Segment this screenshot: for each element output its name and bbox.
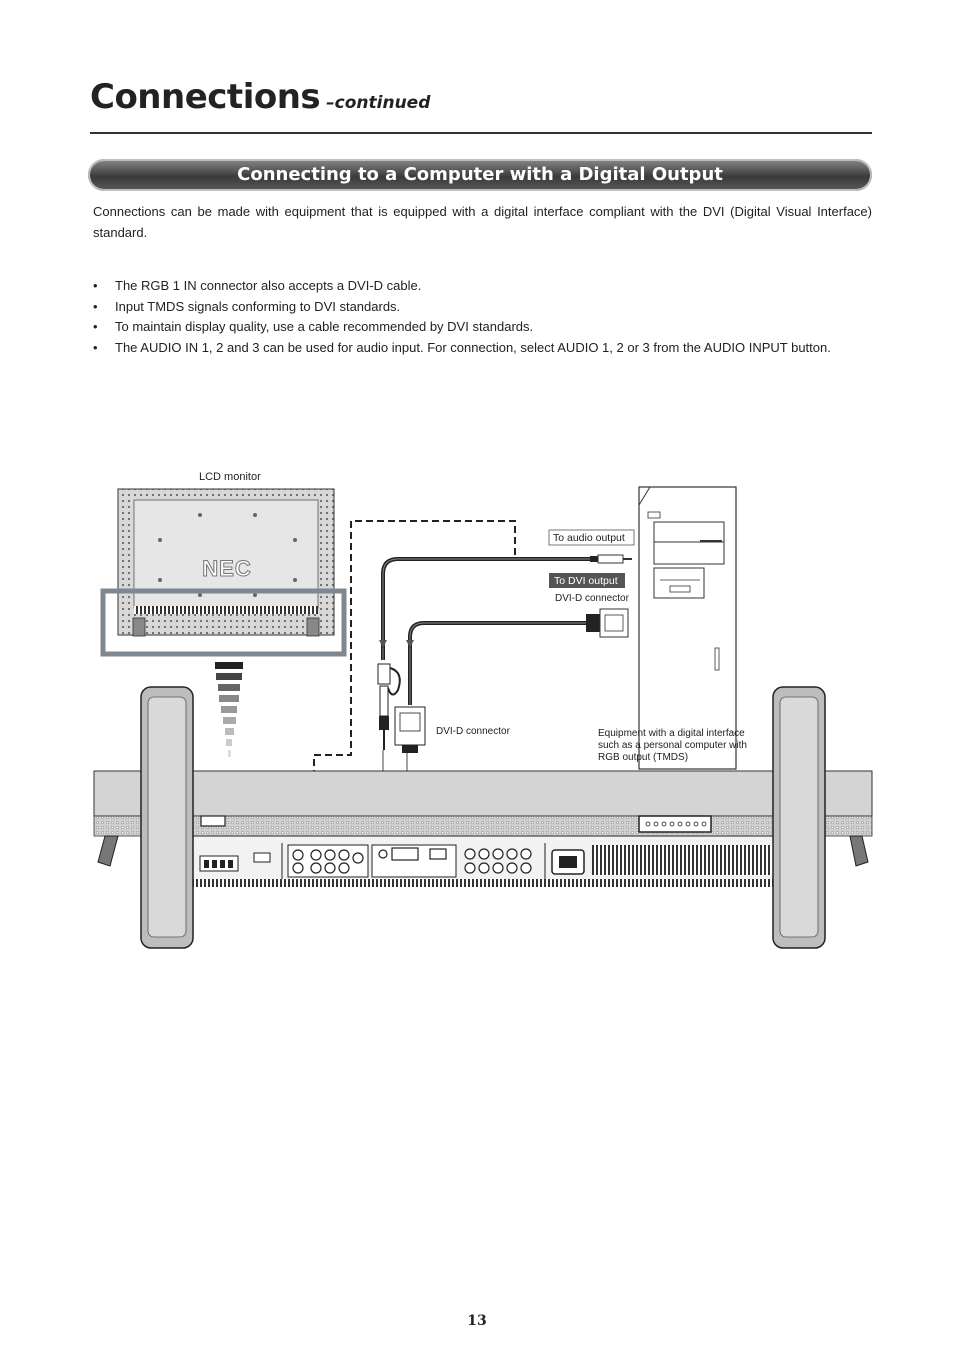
dvi-d-connector-pc-label: DVI-D connector (555, 593, 629, 604)
dvi-plug (395, 707, 425, 753)
intro-paragraph: Connections can be made with equipment that is equipped with a digital interface compliant with the DVI (Digital Visual Interface) standard. (93, 204, 872, 240)
equipment-label-line2: such as a personal computer with (598, 740, 747, 751)
title-rule (90, 132, 872, 134)
equipment-label-line1: Equipment with a digital interface (598, 728, 745, 739)
bullet-item: • The AUDIO IN 1, 2 and 3 can be used for audio input. For connection, select AUDIO 1, 2 or 3 from the AUDIO INPUT button. (93, 338, 883, 359)
nec-logo: NEC (202, 556, 252, 581)
equipment-label-line3: RGB output (TMDS) (598, 752, 689, 763)
pc-tower (586, 487, 736, 769)
bullet-list (93, 276, 883, 359)
title-suffix: –continued (326, 93, 431, 113)
bullet-item: • Input TMDS signals conforming to DVI standards. (93, 297, 883, 318)
page-title (90, 77, 431, 117)
bullet-item: • The RGB 1 IN connector also accepts a DVI-D cable. (93, 276, 883, 297)
zoom-indicator (215, 662, 243, 757)
lcd-monitor-thumbnail (103, 471, 344, 654)
connection-diagram (0, 440, 954, 960)
section-heading: Connecting to a Computer with a Digital Output (237, 164, 723, 185)
page-number: 13 (467, 1313, 487, 1329)
to-dvi-output-label: To DVI output (554, 575, 618, 587)
arrow-down-icon (379, 640, 387, 648)
to-audio-output-label: To audio output (553, 532, 625, 544)
dvi-d-connector-monitor-label: DVI-D connector (436, 726, 510, 737)
title-text: Connections (90, 77, 321, 117)
section-banner (88, 159, 872, 191)
arrow-down-icon (406, 640, 414, 648)
lcd-monitor-label: LCD monitor (199, 471, 261, 483)
bullet-item: • To maintain display quality, use a cable recommended by DVI standards. (93, 317, 883, 338)
